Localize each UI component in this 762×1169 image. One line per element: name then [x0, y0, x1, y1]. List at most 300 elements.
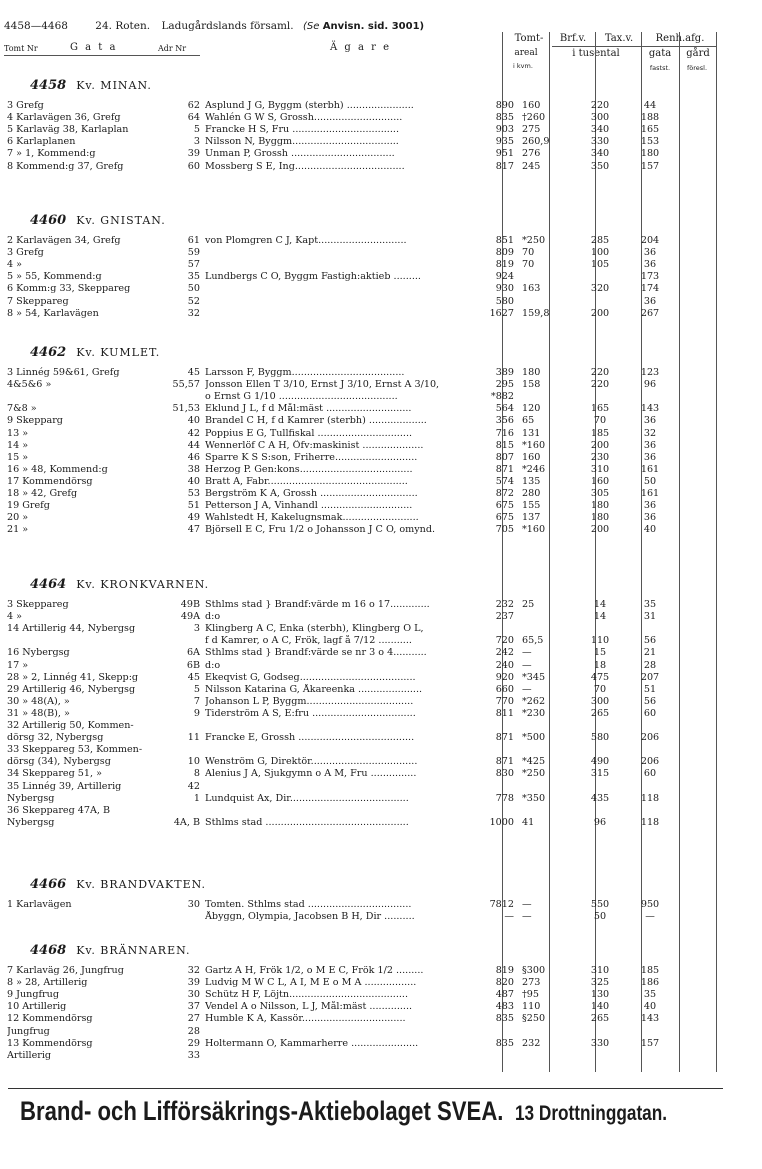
address-cell: 34 Skeppareg 51, »: [7, 768, 102, 780]
areal-cell: 951: [495, 148, 514, 160]
adr-nr-cell: 38: [187, 463, 200, 475]
tax-value-cell: 220: [590, 100, 610, 111]
table-row: [0, 112, 762, 124]
tax-value-cell: 200: [590, 524, 610, 536]
tax-value-cell: 230: [590, 451, 610, 463]
adr-nr-cell: 33: [187, 1049, 200, 1061]
col-gard: gård: [686, 48, 710, 59]
address-cell: 19 Grefg: [7, 500, 50, 512]
areal-cell: 903: [495, 124, 514, 136]
address-cell: 17 »: [7, 659, 29, 671]
adr-nr-cell: 35: [187, 271, 200, 283]
owner-cell: Ludvig M W C L, A I, M E o M A .................: [205, 977, 417, 989]
areal-cell: 924: [495, 271, 514, 283]
adr-nr-cell: 11: [187, 732, 200, 744]
address-cell: 17 Kommendörsg: [7, 475, 93, 487]
block-title: [30, 345, 160, 360]
owner-cell: f d Kamrer, o A C, Frök, lagf å 7/12 ...........: [205, 635, 412, 647]
adr-nr-cell: 40: [187, 475, 200, 487]
areal-cell: 242: [495, 647, 514, 659]
address-cell: 4 Karlavägen 36, Grefg: [7, 112, 121, 124]
owner-cell: Wenström G, Direktör...................................: [205, 756, 418, 768]
tax-value-cell: 165: [590, 403, 610, 415]
adr-nr-cell: 32: [187, 965, 200, 976]
renh-gata-cell: 185: [640, 965, 660, 976]
table-row: [0, 696, 762, 708]
col-fastst: fastst.: [649, 64, 671, 72]
areal-cell: 872: [495, 488, 514, 499]
address-cell: 7&8 »: [7, 403, 37, 415]
block-name: Kv. BRÄNNAREN.: [76, 944, 191, 957]
brf-value-cell: *250: [522, 235, 546, 246]
tax-value-cell: 105: [590, 259, 610, 271]
owner-cell: Tomten. Sthlms stad ..................................: [205, 899, 412, 910]
block-number: 4464: [30, 577, 67, 592]
adr-nr-cell: 6A: [186, 647, 200, 659]
footer-rule: [8, 1088, 723, 1089]
brf-value-cell: 70: [522, 247, 535, 259]
owner-cell: Bratt A, Fabr..............................................: [205, 475, 408, 487]
renh-gata-cell: 56: [643, 635, 657, 647]
owner-cell: Klingberg A C, Enka (sterbh), Klingberg O L,: [205, 623, 424, 635]
adr-nr-cell: 37: [187, 1001, 200, 1013]
address-cell: 5 » 55, Kommend:g: [7, 271, 102, 283]
owner-cell: von Plomgren C J, Kapt.............................: [205, 235, 407, 246]
brf-value-cell: 160: [522, 451, 541, 463]
table-row: [0, 148, 762, 160]
adr-nr-cell: 49A: [180, 611, 200, 623]
adr-nr-cell: 27: [187, 1013, 200, 1025]
owner-cell: d:o: [205, 611, 221, 623]
brf-value-cell: 276: [522, 148, 541, 160]
table-row: [0, 720, 762, 732]
adr-nr-cell: 3: [193, 136, 200, 148]
renh-gata-cell: 35: [643, 599, 657, 610]
renh-gata-cell: 174: [640, 283, 660, 295]
block-title: [30, 78, 152, 93]
owner-cell: Alenius J A, Sjukgymn o A M, Fru ...............: [205, 768, 417, 780]
areal-cell: 871: [495, 463, 514, 475]
areal-cell: 835: [495, 1037, 514, 1049]
address-cell: 28 » 2, Linnég 41, Skepp:g: [7, 671, 139, 683]
address-cell: 4&5&6 »: [7, 379, 52, 391]
adr-nr-cell: 53: [187, 488, 200, 499]
table-row: [0, 805, 762, 817]
address-cell: Artillerig: [7, 1049, 52, 1061]
address-cell: 18 » 42, Grefg: [7, 488, 78, 499]
brf-value-cell: 135: [522, 475, 541, 487]
adr-nr-cell: 40: [187, 415, 200, 427]
tax-value-cell: 18: [593, 659, 607, 671]
table-row: [0, 1050, 762, 1062]
tax-value-cell: 185: [590, 427, 610, 439]
areal-cell: 705: [495, 524, 514, 536]
address-cell: 9 Skepparg: [7, 415, 63, 427]
address-cell: Nybergsg: [7, 816, 55, 828]
table-row: [0, 672, 762, 684]
owner-cell: Ekeqvist G, Godseg......................................: [205, 671, 416, 683]
tax-value-cell: 100: [590, 247, 610, 259]
tax-value-cell: 200: [590, 439, 610, 451]
adr-nr-cell: 50: [187, 283, 200, 295]
table-row: [0, 756, 762, 768]
col-tax: Tax.v.: [604, 33, 634, 44]
tax-value-cell: 130: [590, 989, 610, 1001]
areal-cell: 871: [495, 756, 514, 768]
owner-cell: Schütz H F, Löjtn.......................................: [205, 989, 409, 1001]
tax-value-cell: 220: [590, 367, 610, 378]
col-renh: Renh.afg.: [655, 33, 705, 44]
header-rule-left: [4, 55, 200, 56]
brf-value-cell: 160: [522, 100, 541, 111]
table-row: [0, 124, 762, 136]
adr-nr-cell: 5: [193, 124, 200, 136]
owner-cell: Poppius E G, Tullfiskal ...............................: [205, 427, 413, 439]
adr-nr-cell: 59: [187, 247, 200, 259]
address-cell: 3 Skeppareg: [7, 599, 69, 610]
adr-nr-cell: 61: [187, 235, 200, 246]
owner-cell: Vendel A o Nilsson, L J, Mål:mäst ..............: [205, 1001, 413, 1013]
address-cell: 13 Kommendörsg: [7, 1037, 93, 1049]
owner-cell: Wahlstedt H, Kakelugnsmak.........................: [205, 512, 419, 524]
adr-nr-cell: 45: [187, 671, 200, 683]
table-row: [0, 899, 762, 911]
areal-cell: 356: [495, 415, 514, 427]
adr-nr-cell: 44: [187, 439, 200, 451]
address-cell: 31 » 48(B), »: [7, 707, 70, 719]
owner-cell: Brandel C H, f d Kamrer (sterbh) ...................: [205, 415, 427, 427]
areal-cell: 930: [495, 283, 514, 295]
brf-value-cell: *160: [522, 439, 546, 451]
table-row: [0, 367, 762, 379]
adr-nr-cell: 46: [187, 451, 200, 463]
adr-nr-cell: 4A, B: [173, 816, 200, 828]
renh-gata-cell: 186: [640, 977, 660, 989]
table-row: [0, 768, 762, 780]
owner-cell: Sthlms stad } Brandf:värde se nr 3 o 4...........: [205, 647, 427, 659]
owner-cell: Sthlms stad ...............................................: [205, 816, 409, 828]
address-cell: 15 »: [7, 451, 29, 463]
areal-cell: 817: [495, 160, 514, 172]
table-row: [0, 611, 762, 623]
tax-value-cell: 550: [590, 899, 610, 910]
block-number: 4466: [30, 877, 67, 892]
adr-nr-cell: 10: [187, 756, 200, 768]
brf-value-cell: 280: [522, 488, 541, 499]
areal-cell: 871: [495, 732, 514, 744]
brf-value-cell: †95: [522, 989, 540, 1001]
areal-cell: 7812: [489, 899, 514, 910]
areal-cell: 1000: [489, 816, 514, 828]
tax-value-cell: 220: [590, 379, 610, 391]
brf-value-cell: †260: [522, 112, 546, 124]
block-number: 4462: [30, 345, 67, 360]
areal-cell: 237: [495, 611, 514, 623]
brf-value-cell: 275: [522, 124, 541, 136]
tax-value-cell: 15: [593, 647, 607, 659]
owner-cell: Mossberg S E, Ing....................................: [205, 160, 405, 172]
brf-value-cell: —: [522, 647, 532, 659]
table-row: [0, 684, 762, 696]
adr-nr-cell: 28: [187, 1025, 200, 1037]
district: 24. Roten.: [95, 20, 151, 32]
renh-gata-cell: 173: [640, 271, 660, 283]
table-row: [0, 259, 762, 271]
areal-cell: 809: [495, 247, 514, 259]
renh-gata-cell: 51: [643, 683, 657, 695]
tax-value-cell: 14: [593, 611, 607, 623]
table-row: [0, 647, 762, 659]
table-row: [0, 732, 762, 744]
renh-gata-cell: 267: [640, 307, 660, 319]
areal-cell: 483: [495, 1001, 514, 1013]
owner-cell: Nilsson Katarina G, Åkareenka .....................: [205, 683, 423, 695]
renh-gata-cell: 60: [643, 768, 657, 780]
renh-gata-cell: 123: [640, 367, 660, 378]
brf-value-cell: 120: [522, 403, 541, 415]
address-cell: 8 » 54, Karlavägen: [7, 307, 99, 319]
brf-value-cell: *246: [522, 463, 546, 475]
brf-value-cell: §300: [522, 965, 546, 976]
adr-nr-cell: 55,57: [172, 379, 200, 391]
renh-gata-cell: 21: [643, 647, 657, 659]
renh-gata-cell: 40: [643, 524, 657, 536]
table-row: [0, 283, 762, 295]
address-cell: 12 Kommendörsg: [7, 1013, 93, 1025]
table-row: [0, 271, 762, 283]
renh-gata-cell: 157: [640, 160, 660, 172]
areal-cell: 580: [495, 295, 514, 307]
tax-value-cell: 14: [593, 599, 607, 610]
owner-cell: Gartz A H, Frök 1/2, o M E C, Frök 1/2 .........: [205, 965, 424, 976]
tax-value-cell: 300: [590, 695, 610, 707]
adr-nr-cell: 30: [187, 899, 200, 910]
tax-value-cell: 330: [590, 1037, 610, 1049]
block-title: [30, 213, 166, 228]
tax-value-cell: 325: [590, 977, 610, 989]
address-cell: 30 » 48(A), »: [7, 695, 70, 707]
adr-nr-cell: 49B: [180, 599, 200, 610]
tax-value-cell: 110: [590, 635, 610, 647]
brf-value-cell: —: [522, 683, 532, 695]
block-number: 4460: [30, 213, 67, 228]
table-row: [0, 488, 762, 500]
block-title: [30, 877, 206, 892]
table-row: [0, 989, 762, 1001]
areal-cell: 232: [495, 599, 514, 610]
address-cell: 14 »: [7, 439, 29, 451]
areal-cell: 295: [495, 379, 514, 391]
areal-cell: *882: [490, 391, 514, 403]
brf-value-cell: *230: [522, 707, 546, 719]
brf-value-cell: *262: [522, 695, 546, 707]
table-row: [0, 965, 762, 977]
areal-cell: 835: [495, 112, 514, 124]
address-cell: 3 Grefg: [7, 100, 44, 111]
adr-nr-cell: 64: [187, 112, 200, 124]
brf-value-cell: 180: [522, 367, 541, 378]
reference-prefix: (Se: [302, 21, 320, 32]
tax-value-cell: 490: [590, 756, 610, 768]
address-cell: 21 »: [7, 524, 29, 536]
subhead-tomt: Tomt Nr: [4, 44, 38, 53]
reference-note: Anvisn. sid. 3001): [322, 21, 425, 32]
subhead-gata: G a t a: [70, 42, 118, 53]
brf-value-cell: 245: [522, 160, 541, 172]
block-name: Kv. KUMLET.: [76, 346, 161, 359]
brf-value-cell: 137: [522, 512, 541, 524]
table-row: [0, 708, 762, 720]
brf-value-cell: 163: [522, 283, 541, 295]
renh-gata-cell: 206: [640, 732, 660, 744]
areal-cell: 811: [495, 707, 514, 719]
advert-address: 13 Drottninggatan.: [514, 1102, 668, 1125]
address-cell: 36 Skeppareg 47A, B: [7, 804, 111, 816]
address-cell: 6 Karlaplanen: [7, 136, 76, 148]
areal-cell: 574: [495, 475, 514, 487]
renh-gata-cell: 32: [643, 427, 657, 439]
renh-gata-cell: 188: [640, 112, 660, 124]
renh-gata-cell: 36: [643, 295, 657, 307]
table-row: [0, 911, 762, 923]
address-cell: 20 »: [7, 512, 29, 524]
tax-value-cell: 160: [590, 475, 610, 487]
brf-value-cell: 65,5: [522, 635, 544, 647]
owner-cell: Johanson L P, Byggm...................................: [205, 695, 414, 707]
renh-gata-cell: 50: [643, 475, 657, 487]
tax-value-cell: 320: [590, 283, 610, 295]
tax-value-cell: 475: [590, 671, 610, 683]
adr-nr-cell: 42: [187, 780, 200, 792]
brf-value-cell: 41: [522, 816, 535, 828]
owner-cell: Sthlms stad } Brandf:värde m 16 o 17.............: [205, 599, 430, 610]
address-cell: 14 Artillerig 44, Nybergsg: [7, 623, 136, 635]
areal-cell: 716: [495, 427, 514, 439]
table-row: [0, 403, 762, 415]
renh-gata-cell: 165: [640, 124, 660, 136]
table-row: [0, 793, 762, 805]
brf-value-cell: 110: [522, 1001, 541, 1013]
renh-gata-cell: 204: [640, 235, 660, 246]
block-name: Kv. BRANDVAKTEN.: [76, 878, 207, 891]
renh-gata-cell: 36: [643, 247, 657, 259]
address-cell: 6 Komm:g 33, Skeppareg: [7, 283, 131, 295]
renh-gata-cell: 207: [640, 671, 660, 683]
areal-cell: 675: [495, 500, 514, 512]
brf-value-cell: —: [522, 911, 532, 923]
renh-gata-cell: —: [645, 911, 655, 923]
brf-value-cell: 260,9: [522, 136, 550, 148]
table-row: [0, 476, 762, 488]
adr-nr-cell: 29: [187, 1037, 200, 1049]
table-row: [0, 464, 762, 476]
parish: Ladugårdslands församl.: [161, 20, 294, 32]
renh-gata-cell: 118: [640, 792, 660, 804]
address-cell: Nybergsg: [7, 792, 55, 804]
table-row: [0, 744, 762, 756]
address-cell: dörsg (34), Nybergsg: [7, 756, 111, 768]
areal-cell: 389: [495, 367, 514, 378]
renh-gata-cell: 36: [643, 451, 657, 463]
tax-value-cell: 50: [593, 911, 607, 923]
owner-cell: Petterson J A, Vinhandl ..............................: [205, 500, 413, 512]
tax-value-cell: 330: [590, 136, 610, 148]
adr-nr-cell: 62: [187, 100, 200, 111]
tax-value-cell: 180: [590, 512, 610, 524]
renh-gata-cell: 60: [643, 707, 657, 719]
col-tomt: Tomt-: [514, 33, 544, 44]
areal-cell: 830: [495, 768, 514, 780]
renh-gata-cell: 31: [643, 611, 657, 623]
address-cell: dörsg 32, Nybergsg: [7, 732, 104, 744]
tax-value-cell: 300: [590, 112, 610, 124]
address-cell: 7 » 1, Kommend:g: [7, 148, 96, 160]
areal-cell: 720: [495, 635, 514, 647]
address-cell: 4 »: [7, 611, 23, 623]
owner-cell: Nilsson N, Byggm...................................: [205, 136, 399, 148]
address-cell: Jungfrug: [7, 1025, 50, 1037]
areal-cell: —: [504, 911, 514, 923]
address-cell: 33 Skeppareg 53, Kommen-: [7, 744, 143, 756]
adr-nr-cell: 52: [187, 295, 200, 307]
address-cell: 13 »: [7, 427, 29, 439]
tax-value-cell: 70: [593, 415, 607, 427]
owner-cell: Asplund J G, Byggm (sterbh) ......................: [205, 100, 414, 111]
adr-nr-cell: 8: [193, 768, 200, 780]
areal-cell: 770: [495, 695, 514, 707]
areal-cell: 835: [495, 1013, 514, 1025]
brf-value-cell: §250: [522, 1013, 546, 1025]
address-cell: 16 » 48, Kommend:g: [7, 463, 108, 475]
brf-value-cell: *425: [522, 756, 546, 768]
brf-value-cell: 131: [522, 427, 541, 439]
areal-cell: 564: [495, 403, 514, 415]
adr-nr-cell: 42: [187, 427, 200, 439]
address-cell: 35 Linnég 39, Artillerig: [7, 780, 122, 792]
table-row: [0, 500, 762, 512]
renh-gata-cell: 161: [640, 488, 660, 499]
adr-nr-cell: 47: [187, 524, 200, 536]
owner-cell: Åbyggn, Olympia, Jacobsen B H, Dir ..........: [205, 911, 415, 923]
owner-cell: Wahlén G W S, Grossh.............................: [205, 112, 403, 124]
owner-cell: Bergström K A, Grossh ................................: [205, 488, 418, 499]
col-tusental: i tusental: [572, 48, 620, 59]
renh-gata-cell: 28: [643, 659, 657, 671]
brf-value-cell: *160: [522, 524, 546, 536]
adr-nr-cell: 7: [193, 695, 200, 707]
address-cell: 8 Kommend:g 37, Grefg: [7, 160, 124, 172]
adr-nr-cell: 60: [187, 160, 200, 172]
block-name: Kv. MINAN.: [76, 79, 152, 92]
tax-value-cell: 310: [590, 463, 610, 475]
owner-cell: d:o: [205, 659, 221, 671]
tax-value-cell: 265: [590, 1013, 610, 1025]
renh-gata-cell: 44: [643, 100, 657, 111]
owner-cell: Jonsson Ellen T 3/10, Ernst J 3/10, Ernst A 3/10,: [205, 379, 440, 391]
adr-nr-cell: 49: [187, 512, 200, 524]
tax-value-cell: 70: [593, 683, 607, 695]
block-title: [30, 577, 209, 592]
brf-value-cell: 25: [522, 599, 535, 610]
adr-nr-cell: 1: [193, 792, 200, 804]
subhead-adr: Adr Nr: [158, 44, 187, 53]
tax-value-cell: 340: [590, 124, 610, 136]
renh-gata-cell: 143: [640, 1013, 660, 1025]
adr-nr-cell: 3: [193, 623, 200, 635]
table-row: [0, 977, 762, 989]
address-cell: 3 Grefg: [7, 247, 44, 259]
address-cell: 29 Artillerig 46, Nybergsg: [7, 683, 136, 695]
